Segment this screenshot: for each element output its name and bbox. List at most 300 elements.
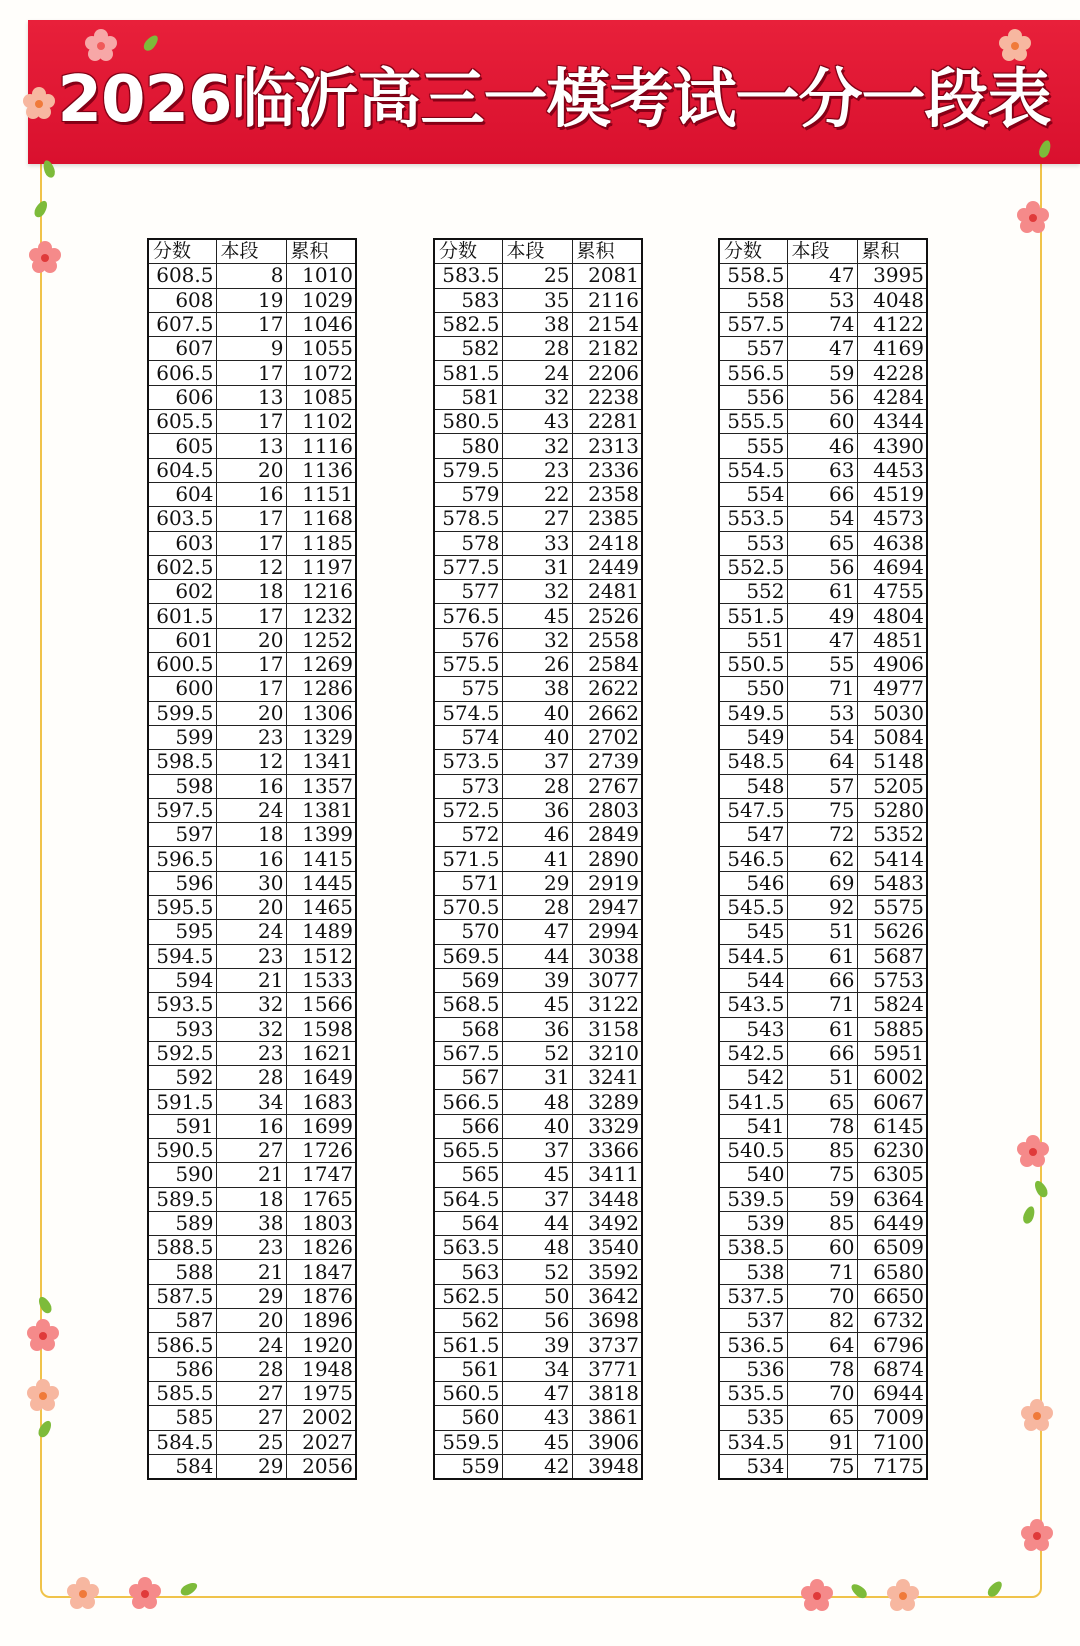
score-cell: 598 (148, 774, 216, 798)
table-row (434, 847, 642, 871)
cumulative-count-cell: 5824 (857, 993, 927, 1017)
cumulative-count-cell: 1512 (286, 944, 356, 968)
segment-count-cell: 17 (216, 604, 286, 628)
segment-count-cell: 23 (502, 458, 572, 482)
table-row (434, 1163, 642, 1187)
table-row (434, 920, 642, 944)
cumulative-count-cell: 4519 (857, 482, 927, 506)
cumulative-count-cell: 1357 (286, 774, 356, 798)
flower-icon (1016, 200, 1050, 234)
flower-icon (1016, 1134, 1050, 1168)
score-cell: 562.5 (434, 1284, 502, 1308)
score-cell: 600.5 (148, 653, 216, 677)
segment-count-cell: 52 (502, 1260, 572, 1284)
segment-count-cell: 21 (216, 968, 286, 992)
table-row (434, 1357, 642, 1381)
table-row (148, 1066, 356, 1090)
score-cell: 556.5 (719, 361, 787, 385)
table-row (148, 1406, 356, 1430)
segment-count-cell: 16 (216, 847, 286, 871)
table-row (148, 871, 356, 895)
cumulative-count-cell: 1329 (286, 725, 356, 749)
score-cell: 543 (719, 1017, 787, 1041)
score-cell: 557 (719, 337, 787, 361)
score-cell: 575.5 (434, 653, 502, 677)
cumulative-count-cell: 2662 (572, 701, 642, 725)
cumulative-count-cell: 4122 (857, 312, 927, 336)
score-cell: 579 (434, 482, 502, 506)
score-cell: 557.5 (719, 312, 787, 336)
table-row (434, 1138, 642, 1162)
table-row (719, 993, 927, 1017)
score-cell: 599 (148, 725, 216, 749)
table-row (148, 1211, 356, 1235)
score-cell: 555.5 (719, 410, 787, 434)
cumulative-count-cell: 2154 (572, 312, 642, 336)
cumulative-count-cell: 5626 (857, 920, 927, 944)
score-cell: 542 (719, 1066, 787, 1090)
table-row (719, 1041, 927, 1065)
leaf-icon (1032, 1179, 1050, 1200)
cumulative-count-cell: 2919 (572, 871, 642, 895)
score-cell: 585 (148, 1406, 216, 1430)
cumulative-count-cell: 1306 (286, 701, 356, 725)
score-cell: 607.5 (148, 312, 216, 336)
cumulative-count-cell: 5753 (857, 968, 927, 992)
table-row (434, 531, 642, 555)
score-table (147, 238, 357, 1480)
segment-count-cell: 17 (216, 531, 286, 555)
table-row (719, 1357, 927, 1381)
table-row (148, 604, 356, 628)
cumulative-count-cell: 6145 (857, 1114, 927, 1138)
table-row (148, 920, 356, 944)
cumulative-count-cell: 1598 (286, 1017, 356, 1041)
score-cell: 598.5 (148, 750, 216, 774)
segment-count-cell: 48 (502, 1090, 572, 1114)
cumulative-count-cell: 1055 (286, 337, 356, 361)
segment-count-cell: 59 (787, 361, 857, 385)
score-cell: 572 (434, 823, 502, 847)
cumulative-count-cell: 3540 (572, 1236, 642, 1260)
segment-count-cell: 78 (787, 1114, 857, 1138)
cumulative-count-cell: 1216 (286, 580, 356, 604)
cumulative-count-cell: 3698 (572, 1309, 642, 1333)
table-header-row (434, 239, 642, 264)
score-cell: 572.5 (434, 798, 502, 822)
score-cell: 589 (148, 1211, 216, 1235)
segment-count-cell: 23 (216, 1236, 286, 1260)
cumulative-count-cell: 1085 (286, 385, 356, 409)
cumulative-count-cell: 4804 (857, 604, 927, 628)
score-cell: 549 (719, 725, 787, 749)
cumulative-count-cell: 4573 (857, 507, 927, 531)
score-cell: 544.5 (719, 944, 787, 968)
table-row (719, 968, 927, 992)
score-cell: 569.5 (434, 944, 502, 968)
segment-count-cell: 37 (502, 1187, 572, 1211)
segment-count-cell: 50 (502, 1284, 572, 1308)
segment-count-cell: 47 (787, 628, 857, 652)
segment-count-cell: 45 (502, 604, 572, 628)
table-row (148, 677, 356, 701)
cumulative-count-cell: 2056 (286, 1454, 356, 1479)
score-cell: 538 (719, 1260, 787, 1284)
header-cumulative-count: 累积 (286, 239, 356, 264)
score-cell: 540.5 (719, 1138, 787, 1162)
cumulative-count-cell: 3077 (572, 968, 642, 992)
segment-count-cell: 24 (216, 798, 286, 822)
table-row (148, 1163, 356, 1187)
score-table-2-container (433, 238, 643, 1480)
segment-count-cell: 36 (502, 798, 572, 822)
score-cell: 552 (719, 580, 787, 604)
score-cell: 559.5 (434, 1430, 502, 1454)
segment-count-cell: 17 (216, 677, 286, 701)
table-row (148, 1333, 356, 1357)
score-cell: 587.5 (148, 1284, 216, 1308)
segment-count-cell: 75 (787, 798, 857, 822)
table-row (148, 1114, 356, 1138)
table-row (148, 1187, 356, 1211)
table-row (719, 385, 927, 409)
cumulative-count-cell: 7100 (857, 1430, 927, 1454)
segment-count-cell: 20 (216, 896, 286, 920)
segment-count-cell: 17 (216, 410, 286, 434)
cumulative-count-cell: 1896 (286, 1309, 356, 1333)
segment-count-cell: 56 (502, 1309, 572, 1333)
table-row (434, 288, 642, 312)
table-row (434, 1236, 642, 1260)
table-row (148, 628, 356, 652)
flower-icon (128, 1576, 162, 1610)
score-cell: 583.5 (434, 264, 502, 288)
score-cell: 568.5 (434, 993, 502, 1017)
segment-count-cell: 53 (787, 701, 857, 725)
segment-count-cell: 51 (787, 1066, 857, 1090)
cumulative-count-cell: 5575 (857, 896, 927, 920)
segment-count-cell: 31 (502, 1066, 572, 1090)
score-cell: 606 (148, 385, 216, 409)
segment-count-cell: 34 (502, 1357, 572, 1381)
cumulative-count-cell: 2418 (572, 531, 642, 555)
table-row (434, 361, 642, 385)
score-cell: 604.5 (148, 458, 216, 482)
cumulative-count-cell: 6650 (857, 1284, 927, 1308)
cumulative-count-cell: 1948 (286, 1357, 356, 1381)
segment-count-cell: 36 (502, 1017, 572, 1041)
segment-count-cell: 32 (502, 385, 572, 409)
table-row (434, 993, 642, 1017)
score-cell: 534.5 (719, 1430, 787, 1454)
score-cell: 597 (148, 823, 216, 847)
segment-count-cell: 31 (502, 555, 572, 579)
cumulative-count-cell: 6449 (857, 1211, 927, 1235)
score-cell: 564 (434, 1211, 502, 1235)
table-row (148, 1309, 356, 1333)
table-row (148, 1260, 356, 1284)
segment-count-cell: 78 (787, 1357, 857, 1381)
table-row (719, 1381, 927, 1405)
cumulative-count-cell: 2803 (572, 798, 642, 822)
segment-count-cell: 47 (502, 1381, 572, 1405)
cumulative-count-cell: 1381 (286, 798, 356, 822)
score-cell: 592 (148, 1066, 216, 1090)
table-row (719, 653, 927, 677)
cumulative-count-cell: 5148 (857, 750, 927, 774)
cumulative-count-cell: 6305 (857, 1163, 927, 1187)
segment-count-cell: 13 (216, 434, 286, 458)
cumulative-count-cell: 2702 (572, 725, 642, 749)
segment-count-cell: 32 (502, 434, 572, 458)
cumulative-count-cell: 4453 (857, 458, 927, 482)
score-cell: 534 (719, 1454, 787, 1479)
table-row (719, 823, 927, 847)
score-cell: 582.5 (434, 312, 502, 336)
segment-count-cell: 61 (787, 1017, 857, 1041)
cumulative-count-cell: 6732 (857, 1309, 927, 1333)
cumulative-count-cell: 3861 (572, 1406, 642, 1430)
table-row (148, 1017, 356, 1041)
cumulative-count-cell: 4284 (857, 385, 927, 409)
cumulative-count-cell: 3948 (572, 1454, 642, 1479)
cumulative-count-cell: 1465 (286, 896, 356, 920)
header-cumulative-count: 累积 (572, 239, 642, 264)
cumulative-count-cell: 2947 (572, 896, 642, 920)
table-row (434, 1406, 642, 1430)
score-cell: 563.5 (434, 1236, 502, 1260)
score-cell: 549.5 (719, 701, 787, 725)
score-cell: 576.5 (434, 604, 502, 628)
header-segment-count: 本段 (787, 239, 857, 264)
table-row (719, 410, 927, 434)
segment-count-cell: 65 (787, 1090, 857, 1114)
score-cell: 584.5 (148, 1430, 216, 1454)
segment-count-cell: 53 (787, 288, 857, 312)
segment-count-cell: 16 (216, 1114, 286, 1138)
cumulative-count-cell: 4755 (857, 580, 927, 604)
score-cell: 592.5 (148, 1041, 216, 1065)
cumulative-count-cell: 3038 (572, 944, 642, 968)
segment-count-cell: 44 (502, 944, 572, 968)
score-cell: 590.5 (148, 1138, 216, 1162)
table-row (148, 1236, 356, 1260)
table-row (719, 555, 927, 579)
segment-count-cell: 26 (502, 653, 572, 677)
segment-count-cell: 41 (502, 847, 572, 871)
table-row (434, 580, 642, 604)
score-cell: 566.5 (434, 1090, 502, 1114)
score-cell: 597.5 (148, 798, 216, 822)
segment-count-cell: 27 (216, 1406, 286, 1430)
cumulative-count-cell: 2890 (572, 847, 642, 871)
segment-count-cell: 20 (216, 1309, 286, 1333)
table-row (719, 531, 927, 555)
score-cell: 567 (434, 1066, 502, 1090)
segment-count-cell: 46 (502, 823, 572, 847)
table-row (434, 725, 642, 749)
table-row (719, 1454, 927, 1479)
cumulative-count-cell: 1699 (286, 1114, 356, 1138)
table-row (434, 1041, 642, 1065)
segment-count-cell: 72 (787, 823, 857, 847)
cumulative-count-cell: 1116 (286, 434, 356, 458)
score-cell: 551 (719, 628, 787, 652)
cumulative-count-cell: 1029 (286, 288, 356, 312)
segment-count-cell: 82 (787, 1309, 857, 1333)
score-cell: 603.5 (148, 507, 216, 531)
cumulative-count-cell: 1489 (286, 920, 356, 944)
table-row (719, 798, 927, 822)
cumulative-count-cell: 3492 (572, 1211, 642, 1235)
score-cell: 547.5 (719, 798, 787, 822)
score-table-1-container (147, 238, 357, 1480)
score-cell: 578.5 (434, 507, 502, 531)
score-cell: 582 (434, 337, 502, 361)
score-cell: 561.5 (434, 1333, 502, 1357)
score-cell: 535 (719, 1406, 787, 1430)
segment-count-cell: 17 (216, 361, 286, 385)
segment-count-cell: 51 (787, 920, 857, 944)
segment-count-cell: 38 (216, 1211, 286, 1235)
score-cell: 596.5 (148, 847, 216, 871)
table-row (719, 1114, 927, 1138)
segment-count-cell: 71 (787, 993, 857, 1017)
leaf-icon (179, 1580, 200, 1598)
cumulative-count-cell: 1010 (286, 264, 356, 288)
cumulative-count-cell: 1102 (286, 410, 356, 434)
score-cell: 588 (148, 1260, 216, 1284)
score-cell: 599.5 (148, 701, 216, 725)
segment-count-cell: 35 (502, 288, 572, 312)
segment-count-cell: 19 (216, 288, 286, 312)
score-cell: 605.5 (148, 410, 216, 434)
table-row (148, 1430, 356, 1454)
score-cell: 578 (434, 531, 502, 555)
table-row (719, 1090, 927, 1114)
table-row (148, 580, 356, 604)
cumulative-count-cell: 4906 (857, 653, 927, 677)
segment-count-cell: 21 (216, 1260, 286, 1284)
flower-icon (886, 1578, 920, 1612)
table-row (719, 361, 927, 385)
table-row (434, 1309, 642, 1333)
cumulative-count-cell: 4977 (857, 677, 927, 701)
table-row (148, 944, 356, 968)
score-cell: 538.5 (719, 1236, 787, 1260)
segment-count-cell: 40 (502, 725, 572, 749)
score-cell: 591.5 (148, 1090, 216, 1114)
cumulative-count-cell: 3818 (572, 1381, 642, 1405)
segment-count-cell: 43 (502, 1406, 572, 1430)
cumulative-count-cell: 3366 (572, 1138, 642, 1162)
score-cell: 579.5 (434, 458, 502, 482)
cumulative-count-cell: 5280 (857, 798, 927, 822)
segment-count-cell: 13 (216, 385, 286, 409)
segment-count-cell: 25 (216, 1430, 286, 1454)
score-cell: 571.5 (434, 847, 502, 871)
cumulative-count-cell: 6796 (857, 1333, 927, 1357)
segment-count-cell: 74 (787, 312, 857, 336)
segment-count-cell: 48 (502, 1236, 572, 1260)
segment-count-cell: 59 (787, 1187, 857, 1211)
segment-count-cell: 32 (502, 580, 572, 604)
segment-count-cell: 28 (502, 337, 572, 361)
score-cell: 605 (148, 434, 216, 458)
segment-count-cell: 39 (502, 968, 572, 992)
cumulative-count-cell: 6944 (857, 1381, 927, 1405)
cumulative-count-cell: 5885 (857, 1017, 927, 1041)
score-cell: 552.5 (719, 555, 787, 579)
table-row (148, 1138, 356, 1162)
cumulative-count-cell: 3737 (572, 1333, 642, 1357)
segment-count-cell: 40 (502, 1114, 572, 1138)
score-cell: 586 (148, 1357, 216, 1381)
segment-count-cell: 18 (216, 1187, 286, 1211)
cumulative-count-cell: 1197 (286, 555, 356, 579)
segment-count-cell: 47 (787, 264, 857, 288)
cumulative-count-cell: 2385 (572, 507, 642, 531)
segment-count-cell: 65 (787, 1406, 857, 1430)
segment-count-cell: 28 (216, 1066, 286, 1090)
table-row (719, 628, 927, 652)
table-row (434, 653, 642, 677)
segment-count-cell: 61 (787, 580, 857, 604)
cumulative-count-cell: 6509 (857, 1236, 927, 1260)
score-cell: 570.5 (434, 896, 502, 920)
segment-count-cell: 44 (502, 1211, 572, 1235)
table-row (148, 750, 356, 774)
table-row (148, 1041, 356, 1065)
cumulative-count-cell: 7175 (857, 1454, 927, 1479)
score-cell: 581 (434, 385, 502, 409)
segment-count-cell: 66 (787, 1041, 857, 1065)
header-segment-count: 本段 (216, 239, 286, 264)
table-row (148, 993, 356, 1017)
score-cell: 577 (434, 580, 502, 604)
score-cell: 565.5 (434, 1138, 502, 1162)
table-row (148, 288, 356, 312)
table-row (434, 1260, 642, 1284)
table-row (719, 312, 927, 336)
score-cell: 608.5 (148, 264, 216, 288)
score-cell: 536 (719, 1357, 787, 1381)
cumulative-count-cell: 3289 (572, 1090, 642, 1114)
segment-count-cell: 23 (216, 1041, 286, 1065)
cumulative-count-cell: 3448 (572, 1187, 642, 1211)
segment-count-cell: 45 (502, 993, 572, 1017)
table-row (719, 847, 927, 871)
segment-count-cell: 49 (787, 604, 857, 628)
table-row (148, 507, 356, 531)
segment-count-cell: 34 (216, 1090, 286, 1114)
score-cell: 545.5 (719, 896, 787, 920)
segment-count-cell: 17 (216, 507, 286, 531)
cumulative-count-cell: 4638 (857, 531, 927, 555)
table-row (434, 1454, 642, 1479)
segment-count-cell: 54 (787, 507, 857, 531)
table-row (148, 361, 356, 385)
cumulative-count-cell: 1341 (286, 750, 356, 774)
table-row (148, 798, 356, 822)
cumulative-count-cell: 1649 (286, 1066, 356, 1090)
cumulative-count-cell: 4851 (857, 628, 927, 652)
cumulative-count-cell: 2116 (572, 288, 642, 312)
cumulative-count-cell: 4344 (857, 410, 927, 434)
table-row (434, 312, 642, 336)
cumulative-count-cell: 1168 (286, 507, 356, 531)
score-cell: 556 (719, 385, 787, 409)
